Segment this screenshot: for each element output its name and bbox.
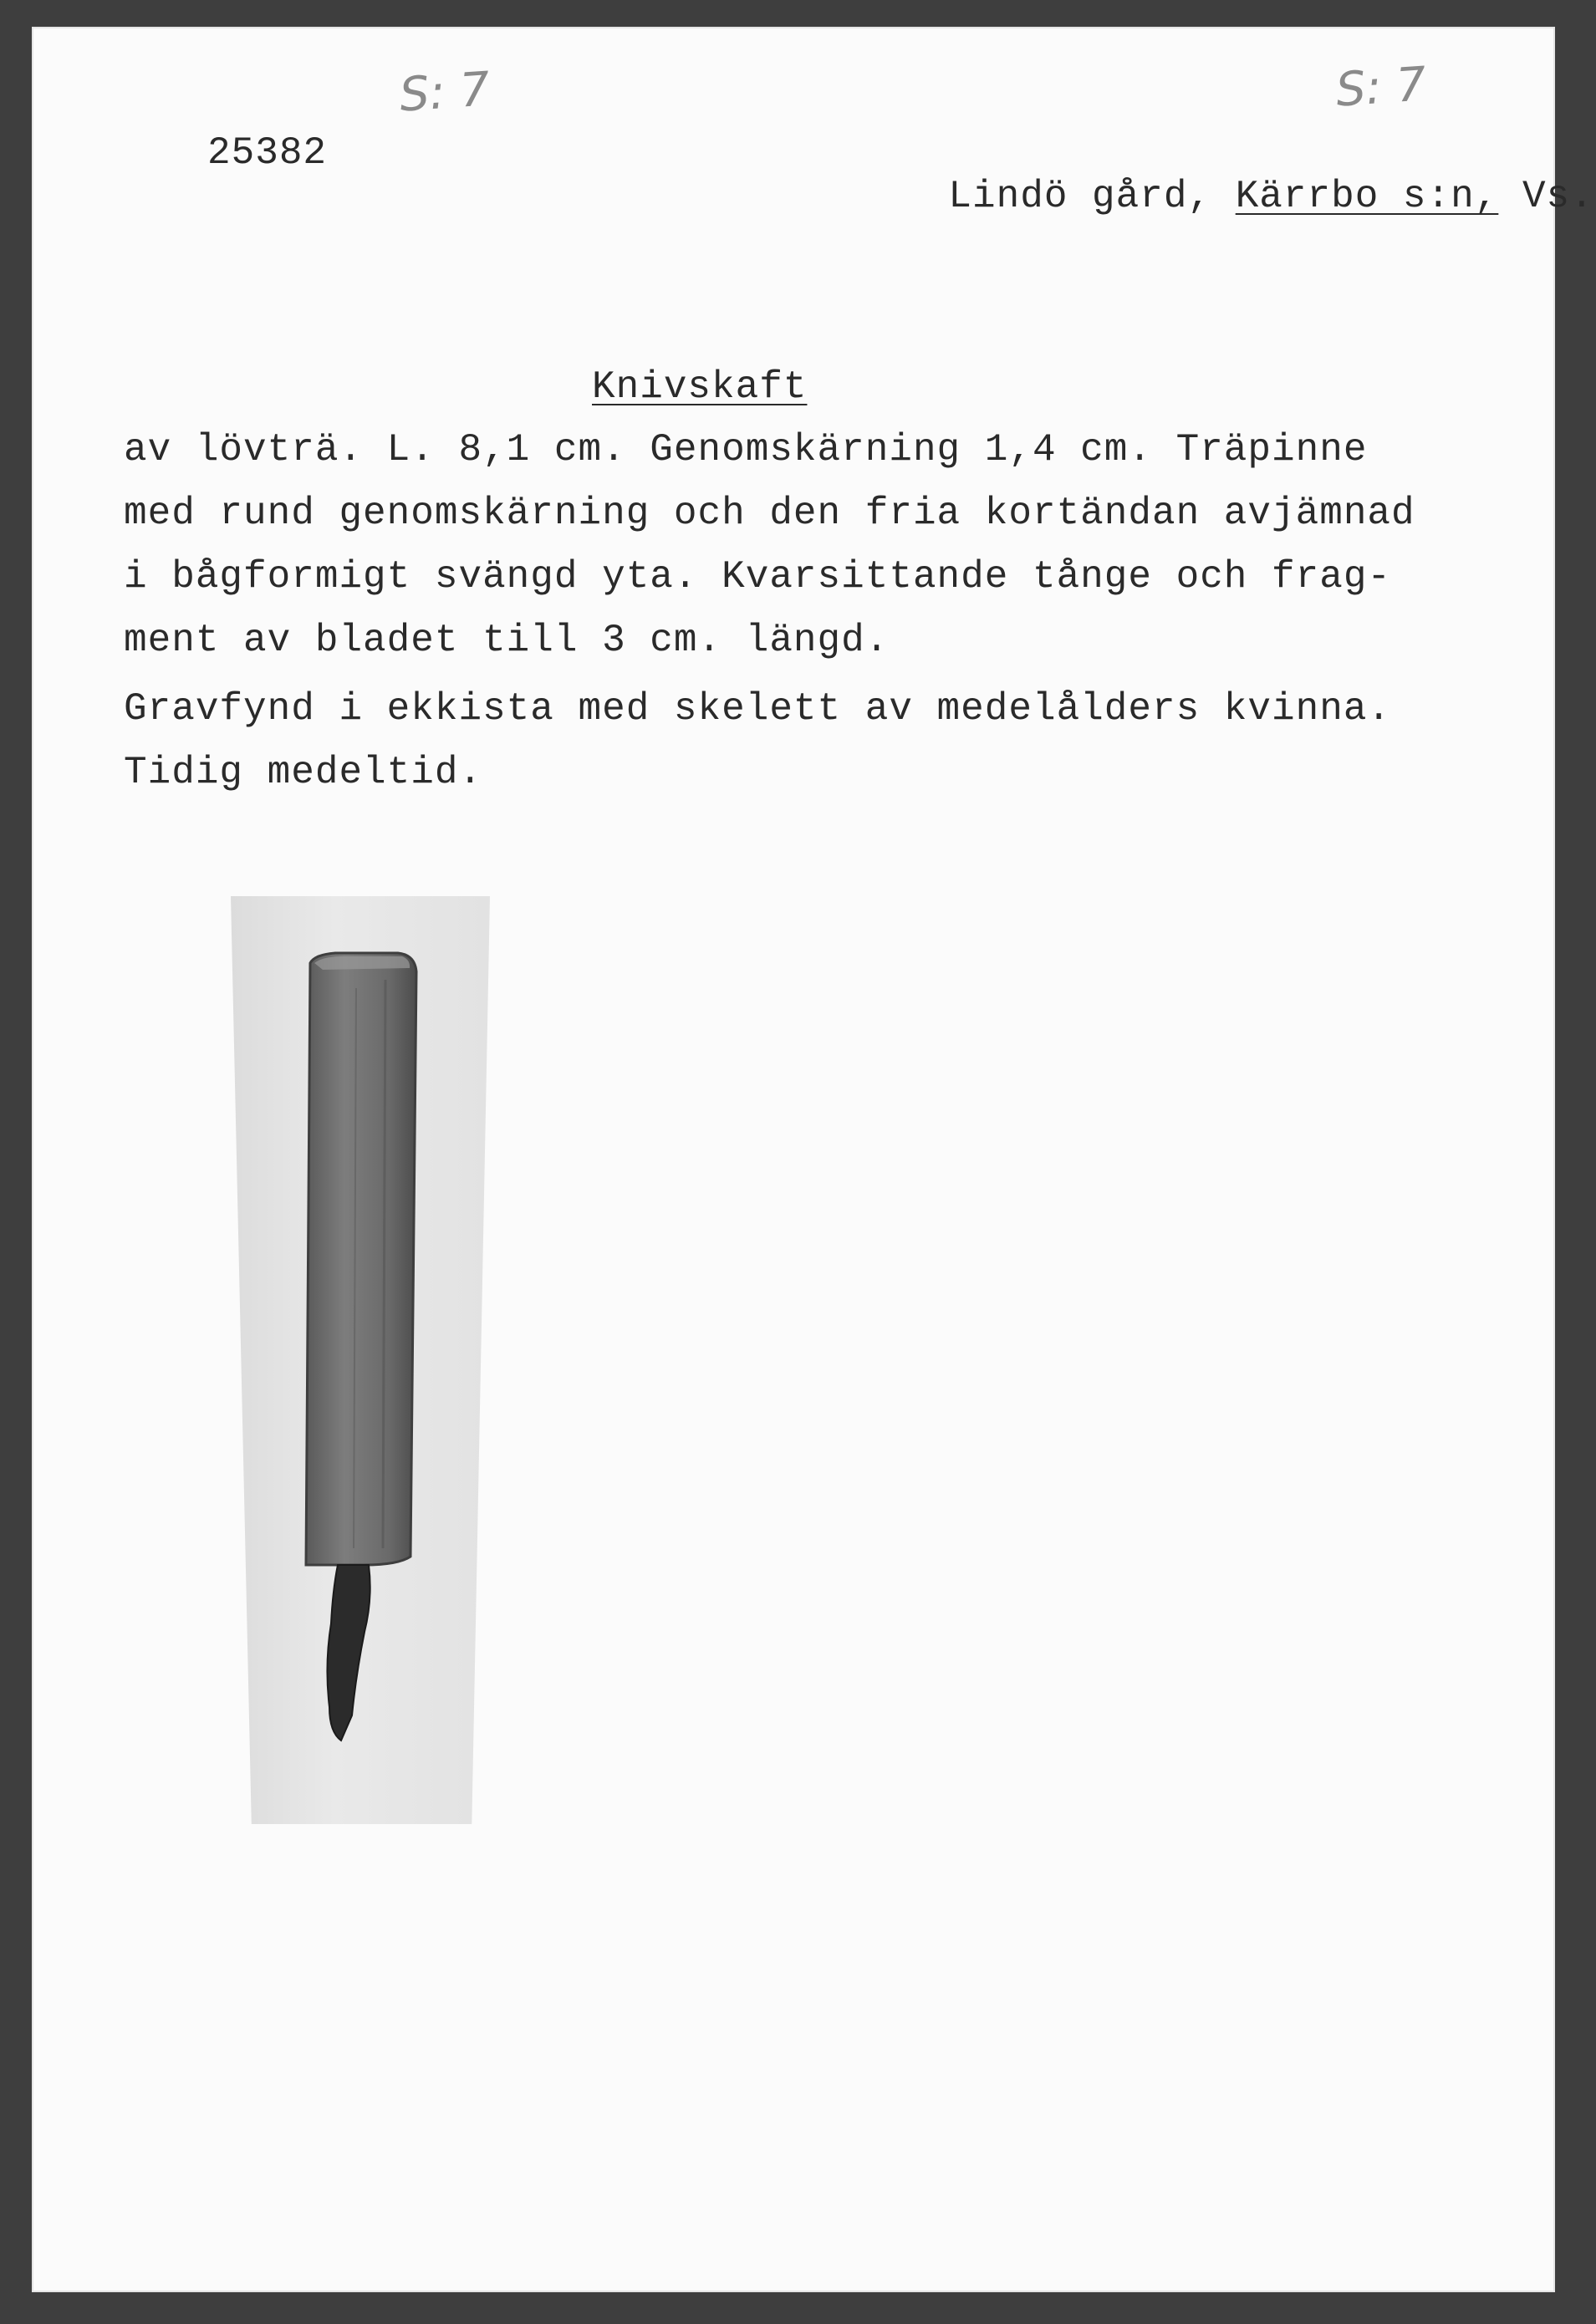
handwritten-mark-left: S: 7 — [397, 62, 492, 123]
location-line — [853, 131, 1594, 262]
location-province: Vs. — [1498, 175, 1594, 218]
find-line: Gravfynd i ekkista med skelett av medelålders kvinna. — [124, 687, 1392, 731]
location-place: Lindö gård, — [948, 175, 1236, 218]
knife-handle-photo-icon — [231, 896, 490, 1824]
description-line: i bågformigt svängd yta. Kvarsittande tånge och frag- — [124, 555, 1392, 599]
catalog-card — [32, 27, 1594, 2292]
description-line: av lövträ. L. 8,1 cm. Genomskärning 1,4 cm. Träpinne — [124, 428, 1368, 471]
description-line: med rund genomskärning och den fria kortändan avjämnad — [124, 492, 1415, 535]
object-photograph — [231, 896, 490, 1824]
catalog-number: 25382 — [207, 131, 328, 175]
location-parish: Kärrbo s:n, — [1235, 175, 1499, 218]
description-line: ment av bladet till 3 cm. längd. — [124, 619, 890, 662]
item-heading: Knivskaft — [592, 365, 808, 409]
tang — [327, 1565, 370, 1740]
description-block — [124, 418, 1545, 804]
handle — [306, 953, 416, 1565]
find-line: Tidig medeltid. — [124, 751, 483, 794]
handwritten-mark-right: S: 7 — [1333, 57, 1428, 118]
